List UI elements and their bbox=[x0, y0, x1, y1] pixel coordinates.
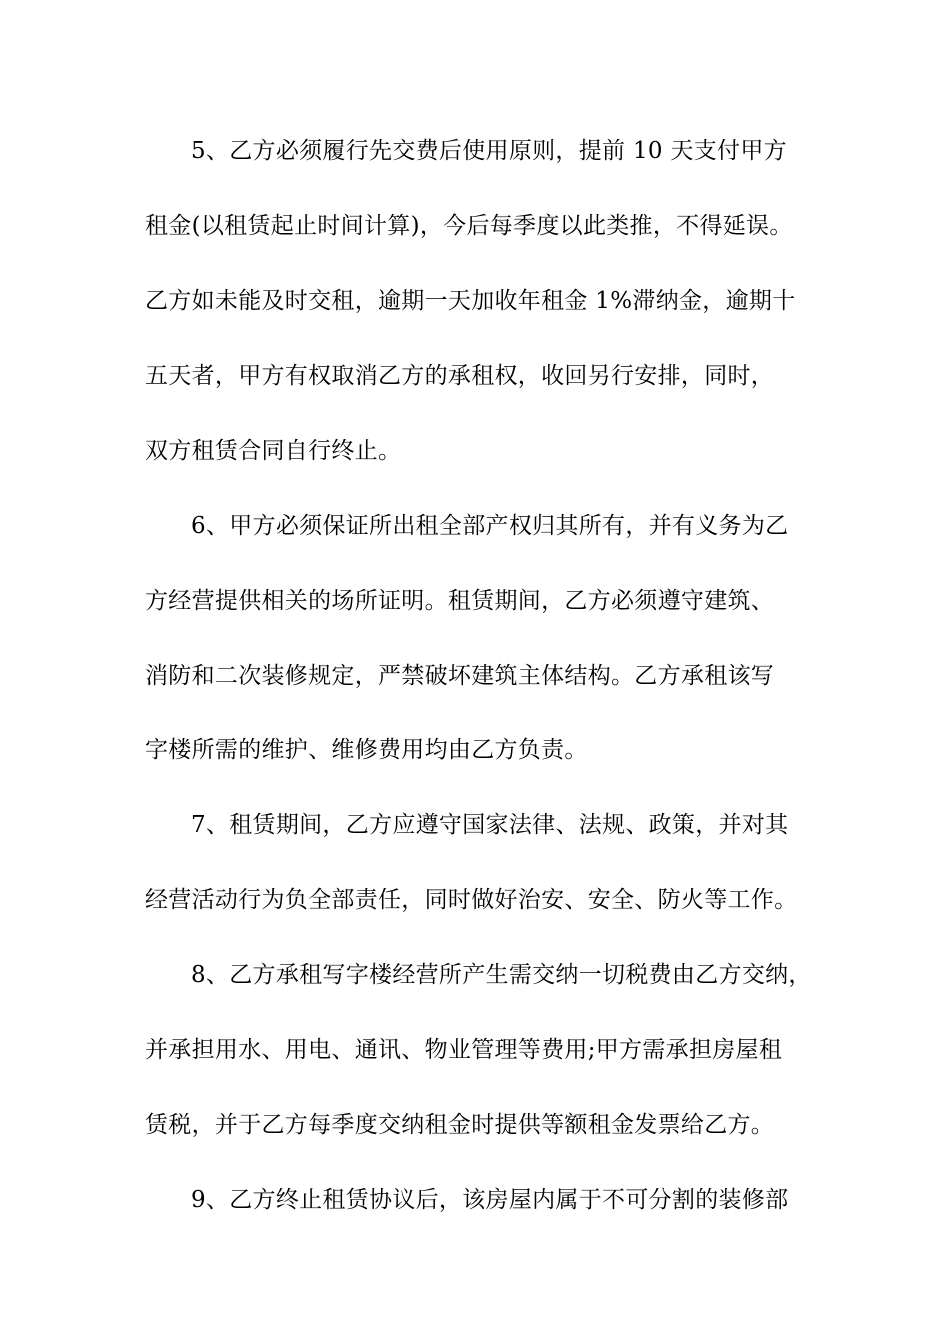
clause-5-line-2: 租金(以租赁起止时间计算)，今后每季度以此类推，不得延误。 bbox=[145, 213, 793, 239]
clause-5-line-4: 五天者，甲方有权取消乙方的承租权，收回另行安排，同时， bbox=[145, 363, 775, 389]
clause-7-line-1: 7、租赁期间，乙方应遵守国家法律、法规、政策，并对其 bbox=[191, 812, 789, 838]
clause-6-line-2: 方经营提供相关的场所证明。租赁期间，乙方必须遵守建筑、 bbox=[145, 588, 775, 614]
clause-5-line-1: 5、乙方必须履行先交费后使用原则，提前 10 天支付甲方 bbox=[191, 138, 787, 164]
clause-6-line-3: 消防和二次装修规定，严禁破坏建筑主体结构。乙方承租该写 bbox=[145, 663, 775, 689]
clause-5-line-5: 双方租赁合同自行终止。 bbox=[145, 438, 402, 464]
clause-7-line-2: 经营活动行为负全部责任，同时做好治安、安全、防火等工作。 bbox=[145, 887, 798, 913]
clause-6-line-1: 6、甲方必须保证所出租全部产权归其所有，并有义务为乙 bbox=[191, 513, 789, 539]
clause-5-line-3: 乙方如未能及时交租，逾期一天加收年租金 1%滞纳金，逾期十 bbox=[145, 288, 796, 314]
clause-8-line-2: 并承担用水、用电、通讯、物业管理等费用;甲方需承担房屋租 bbox=[145, 1037, 783, 1063]
clause-8-line-3: 赁税，并于乙方每季度交纳租金时提供等额租金发票给乙方。 bbox=[145, 1112, 775, 1138]
clause-8-line-1: 8、乙方承租写字楼经营所产生需交纳一切税费由乙方交纳， bbox=[191, 962, 812, 988]
clause-6-line-4: 字楼所需的维护、维修费用均由乙方负责。 bbox=[145, 737, 588, 763]
clause-9-line-1: 9、乙方终止租赁协议后，该房屋内属于不可分割的装修部 bbox=[191, 1187, 789, 1213]
